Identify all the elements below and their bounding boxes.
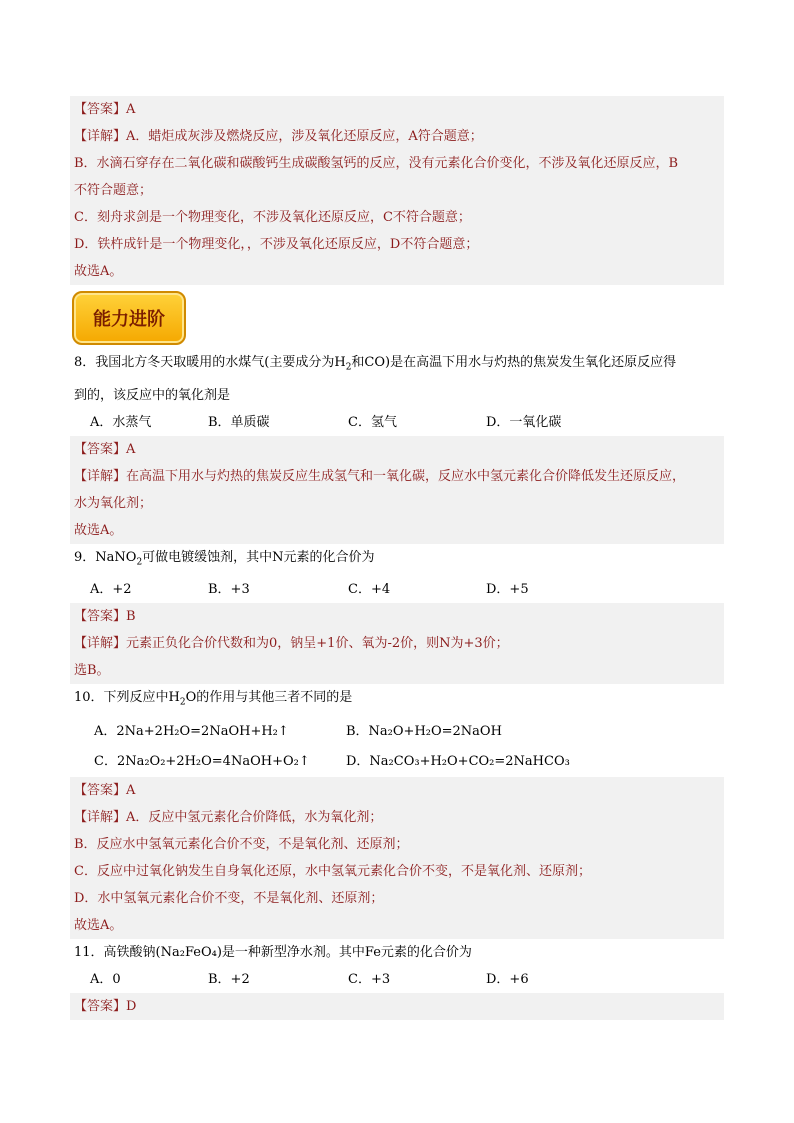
stem-text: O的作用与其他三者不同的是 — [185, 690, 353, 706]
stem-text: 是一种新型净水剂。其中Fe元素的化合价为 — [221, 944, 472, 960]
answer-block-q9 — [70, 603, 724, 684]
stem-text: 10．下列反应中H — [74, 690, 180, 706]
detail-line: B．水滴石穿存在二氧化碳和碳酸钙生成碳酸氢钙的反应，没有元素化合价变化，不涉及氧化还原反应，B — [74, 156, 679, 171]
option-d: D．Na₂CO₃+H₂O+CO₂=2NaHCO₃ — [346, 753, 570, 769]
detail-line: 故选A。 — [74, 264, 123, 279]
answer-value: A — [126, 782, 136, 798]
answer-tag: 【答案】 — [74, 102, 127, 117]
detail-line: 选B。 — [74, 663, 110, 679]
answer-value: B — [126, 609, 136, 625]
option-d: D．一氧化碳 — [486, 414, 562, 430]
option-a: A．2Na+2H₂O=2NaOH+H₂↑ — [94, 723, 289, 739]
formula: (Na₂FeO₄) — [155, 944, 222, 960]
detail-line: 不符合题意； — [74, 183, 153, 198]
stem-text: 8．我国北方冬天取暖用的水煤气(主要成分为H — [74, 355, 346, 370]
question-11-stem — [70, 939, 724, 966]
question-10-options-row2 — [70, 747, 724, 777]
detail-line: D．铁杵成针是一个物理变化，，不涉及氧化还原反应，D不符合题意； — [74, 237, 479, 252]
detail-line: C．刻舟求剑是一个物理变化，不涉及氧化还原反应，C不符合题意； — [74, 210, 471, 225]
detail-line: 元素正负化合价代数和为0，钠呈+1价、氧为-2价，则N为+3价； — [126, 636, 509, 652]
question-10-options-row1 — [70, 717, 724, 747]
option-d: D．+6 — [486, 971, 529, 987]
option-a: A．0 — [90, 971, 121, 987]
answer-tag: 【答案】 — [74, 998, 127, 1014]
answer-tag: 【答案】 — [74, 441, 127, 457]
detail-line: 故选A。 — [74, 522, 123, 538]
answer-value: A — [126, 102, 136, 117]
option-c: C．氢气 — [348, 414, 397, 430]
detail-line: D．水中氢氧元素化合价不变，不是氧化剂、还原剂； — [74, 890, 384, 906]
detail-line: C．反应中过氧化钠发生自身氧化还原，水中氢氧元素化合价不变，不是氧化剂、还原剂； — [74, 863, 591, 879]
option-b: B．单质碳 — [208, 414, 270, 430]
section-badge: 能力进阶 — [72, 291, 186, 345]
answer-block-q7 — [70, 96, 724, 285]
option-c: C．+4 — [348, 582, 391, 598]
detail-tag: 【详解】 — [74, 636, 127, 652]
option-a: A．+2 — [90, 582, 132, 598]
detail-line: A．蜡炬成灰涉及燃烧反应，涉及氧化还原反应，A符合题意； — [126, 129, 483, 144]
question-9-stem — [70, 544, 724, 577]
question-8-options — [70, 409, 724, 436]
option-b: B．+2 — [208, 971, 250, 987]
detail-line: 水为氧化剂； — [74, 495, 153, 511]
stem-text: 9．NaNO — [74, 549, 137, 565]
answer-tag: 【答案】 — [74, 609, 127, 625]
document-page — [70, 96, 724, 1020]
detail-line: B．反应水中氢氧元素化合价不变，不是氧化剂、还原剂； — [74, 836, 409, 852]
answer-block-q8 — [70, 436, 724, 544]
answer-block-q11 — [70, 993, 724, 1020]
answer-tag: 【答案】 — [74, 782, 127, 798]
question-11-options — [70, 966, 724, 993]
answer-value: D — [126, 998, 137, 1014]
subscript: 2 — [136, 557, 143, 568]
subscript: 2 — [345, 362, 352, 373]
question-9-options — [70, 576, 724, 603]
detail-line: 故选A。 — [74, 917, 123, 933]
option-c: C．+3 — [348, 971, 391, 987]
detail-line: 在高温下用水与灼热的焦炭反应生成氢气和一氧化碳，反应水中氢元素化合价降低发生还原反应， — [126, 468, 686, 484]
answer-block-q10 — [70, 777, 724, 939]
answer-value: A — [126, 441, 136, 457]
detail-tag: 【详解】 — [74, 129, 127, 144]
detail-tag: 【详解】 — [74, 468, 127, 484]
stem-text: 可做电镀缓蚀剂，其中N元素的化合价为 — [142, 549, 375, 565]
option-b: B．Na₂O+H₂O=2NaOH — [346, 723, 502, 739]
stem-text: 和CO)是在高温下用水与灼热的焦炭发生氧化还原反应得 — [351, 355, 677, 370]
option-d: D．+5 — [486, 582, 529, 598]
option-b: B．+3 — [208, 582, 250, 598]
option-c: C．2Na₂O₂+2H₂O=4NaOH+O₂↑ — [94, 753, 310, 769]
detail-line: A．反应中氢元素化合价降低，水为氧化剂； — [126, 809, 383, 825]
option-a: A．水蒸气 — [90, 414, 152, 430]
question-8-stem — [70, 349, 724, 382]
question-8-stem-line2: 到的，该反应中的氧化剂是 — [74, 387, 231, 403]
subscript: 2 — [179, 697, 186, 708]
stem-text: 11．高铁酸钠 — [74, 944, 156, 960]
detail-tag: 【详解】 — [74, 809, 127, 825]
question-10-stem — [70, 684, 724, 717]
